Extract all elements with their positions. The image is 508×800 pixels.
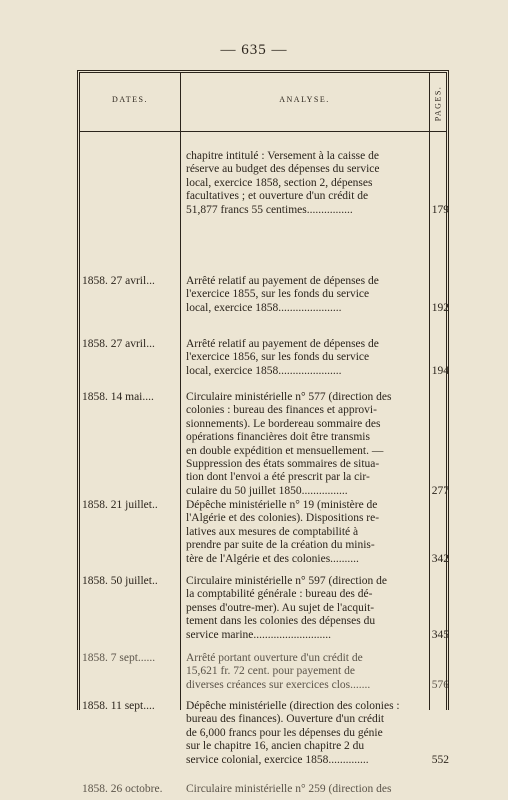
entry-line: réserve au budget des dépenses du service <box>186 163 380 176</box>
entry-line: Dépêche ministérielle (direction des colonies : <box>186 700 400 712</box>
entry-line: Circulaire ministérielle n° 259 (direction des <box>186 783 392 795</box>
entry-line: la comptabilité générale : bureau des dé- <box>186 588 373 601</box>
entry-line: Arrêté portant ouverture d'un crédit de <box>186 652 363 664</box>
entry-line: 15,621 fr. 72 cent. pour payement de <box>186 665 355 678</box>
entry-line: Circulaire ministérielle n° 597 (direction de <box>186 575 387 587</box>
entry-analysis <box>186 783 424 796</box>
entry-date: 1858. 21 juillet.. <box>82 499 158 511</box>
entry-line: l'Algérie et des colonies). Dispositions re- <box>186 512 380 525</box>
entry-page: 277 <box>431 484 449 497</box>
entry-date: 1858. 27 avril... <box>82 275 155 287</box>
header-analyse: ANALYSE. <box>279 95 330 104</box>
entry-date: 1858. 50 juillet.. <box>82 575 158 587</box>
entry-line: sur le chapitre 16, ancien chapitre 2 du <box>186 740 365 753</box>
column-divider-dates <box>180 73 181 710</box>
entry-line: de 6,000 francs pour les dépenses du génie <box>186 726 383 739</box>
entry-date: 1858. 11 sept.... <box>82 700 155 712</box>
entry-line: 51,877 francs 55 centimes................ <box>186 203 353 216</box>
entry-line: tion dont l'envoi a été prescrit par la cir- <box>186 471 370 484</box>
entry-line: local, exercice 1858...................... <box>186 364 342 377</box>
entry-line: facultatives ; et ouverture d'un crédit de <box>186 190 369 203</box>
entry-line: bureau des finances). Ouverture d'un crédit <box>186 713 385 726</box>
entry-line: en double expédition et mensuellement. — <box>186 444 384 457</box>
entry-line: penses d'outre-mer). Au sujet de l'acquit- <box>186 601 375 614</box>
entry-line: Suppression des états sommaires de situa- <box>186 458 380 471</box>
entry-analysis <box>186 338 424 378</box>
entry-date: 1858. 26 octobre. <box>82 783 163 795</box>
entry-line: local, exercice 1858, section 2, dépenses <box>186 176 373 189</box>
column-divider-pages <box>429 73 430 710</box>
entry-page: 576 <box>431 678 449 691</box>
entry-line: diverses créances sur exercices clos....... <box>186 678 371 691</box>
entry-line: opérations financières doit être transmis <box>186 431 370 444</box>
entry-line: Arrêté relatif au payement de dépenses de <box>186 338 379 350</box>
entry-line: tement dans les colonies des dépenses du <box>186 615 376 628</box>
page-number: — 635 — <box>220 42 288 58</box>
entry-line: l'exercice 1855, sur les fonds du service <box>186 288 370 301</box>
header-pages-label: PAGES. <box>433 85 443 121</box>
entry-line: tère de l'Algérie et des colonies.......... <box>186 552 359 565</box>
entry-line: service marine........................... <box>186 628 331 641</box>
entry-date: 1858. 14 mai.... <box>82 391 154 403</box>
index-table <box>77 70 449 795</box>
entry-analysis <box>186 575 424 642</box>
entry-analysis <box>186 499 424 566</box>
entry-line: Arrêté relatif au payement de dépenses de <box>186 275 379 287</box>
entry-line: sionnements). Le bordereau sommaire des <box>186 417 381 430</box>
entry-line: culaire du 50 juillet 1850................ <box>186 484 348 497</box>
entry-page: 552 <box>431 753 449 766</box>
entry-page: 342 <box>431 552 449 565</box>
entry-date: 1858. 27 avril... <box>82 338 155 350</box>
entry-line: latives aux mesures de comptabilité à <box>186 525 359 538</box>
entry-line: local, exercice 1858...................... <box>186 301 342 314</box>
entry-analysis <box>186 700 424 767</box>
header-dates: DATES. <box>112 95 148 104</box>
entry-line: prendre par suite de la création du minis- <box>186 539 375 552</box>
entry-analysis <box>186 391 424 498</box>
entry-page: 345 <box>431 628 449 641</box>
entry-line: Dépêche ministérielle n° 19 (ministère de <box>186 499 378 511</box>
header-pages <box>429 79 447 127</box>
entry-date: 1858. 7 sept...... <box>82 652 156 664</box>
entry-page: 179 <box>431 203 449 216</box>
entry-line: colonies : bureau des finances et approvi- <box>186 404 377 417</box>
entry-line: l'exercice 1856, sur les fonds du service <box>186 351 370 364</box>
entry-page: 194 <box>431 364 449 377</box>
entry-page: 192 <box>431 301 449 314</box>
table-header <box>80 73 446 132</box>
entry-analysis <box>186 150 424 217</box>
entry-line: Circulaire ministérielle n° 577 (direction des <box>186 391 392 403</box>
entry-analysis <box>186 275 424 315</box>
entry-line: chapitre intitulé : Versement à la caisse de <box>186 150 379 162</box>
entry-line: service colonial, exercice 1858.............. <box>186 753 369 766</box>
entry-analysis <box>186 652 424 692</box>
